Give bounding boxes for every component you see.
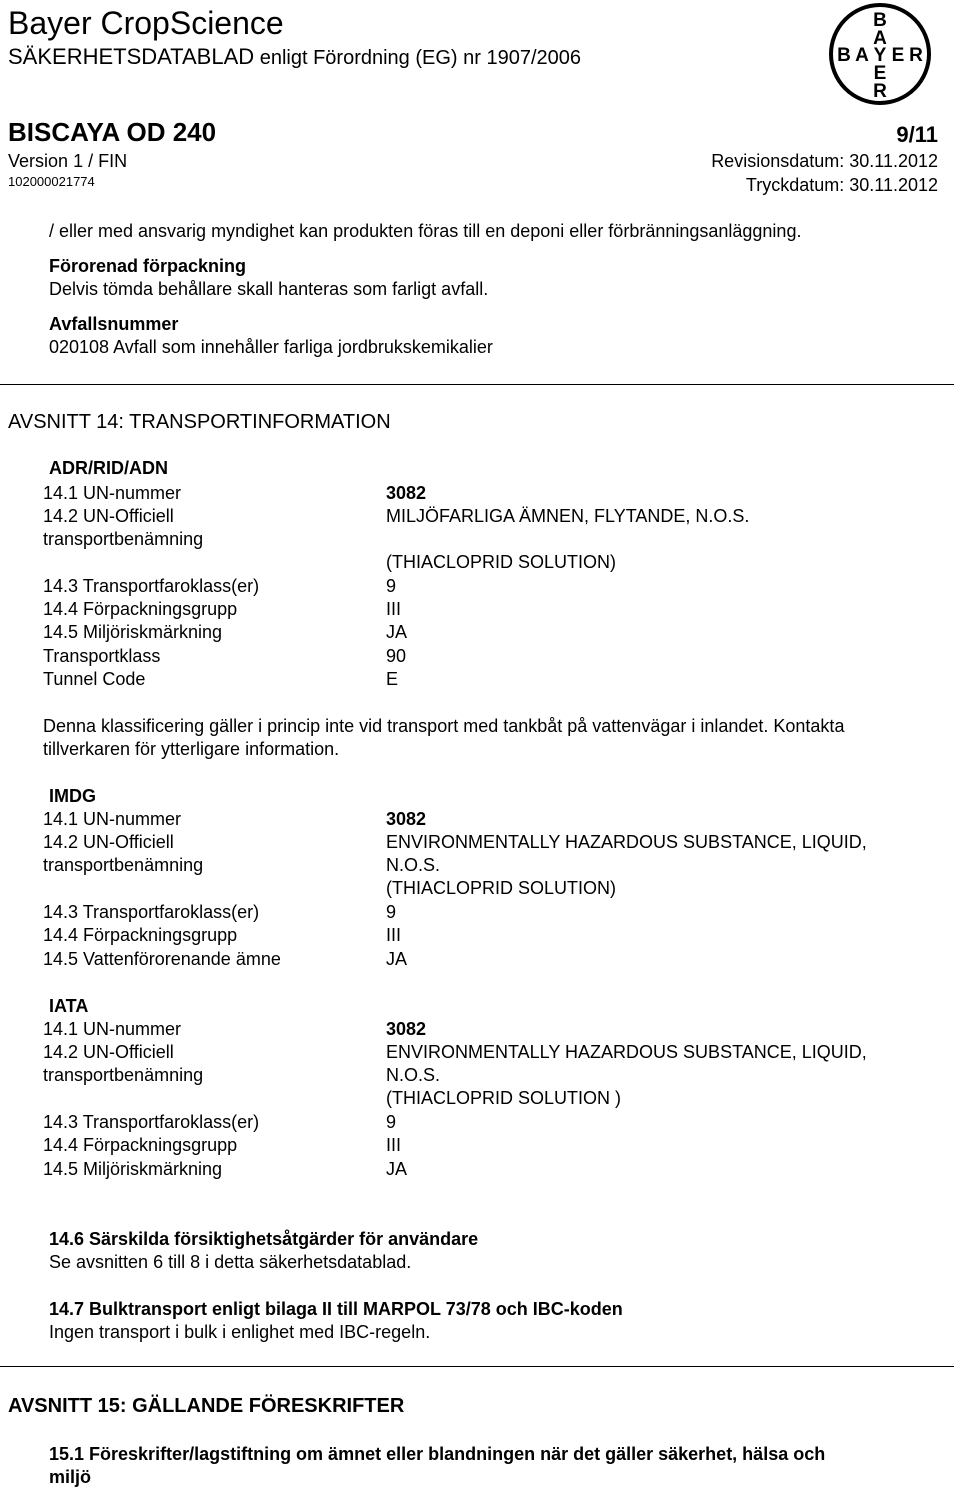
section-14-6-heading: 14.6 Särskilda försiktighetsåtgärder för användare bbox=[49, 1229, 479, 1249]
adr-name-label: 14.2 UN-Officiell bbox=[43, 506, 174, 526]
imdg-name-value-cont: N.O.S. bbox=[386, 855, 441, 875]
iata-pg-value: III bbox=[386, 1135, 402, 1155]
imdg-class-value: 9 bbox=[386, 902, 397, 922]
logo-letter: A bbox=[873, 28, 887, 49]
imdg-pg-value: III bbox=[386, 925, 402, 945]
iata-env-label: 14.5 Miljöriskmärkning bbox=[43, 1159, 223, 1179]
iata-name-label-cont: transportbenämning bbox=[43, 1065, 204, 1085]
logo-letter: B bbox=[837, 45, 851, 66]
iata-name-label: 14.2 UN-Officiell bbox=[43, 1042, 174, 1062]
contaminated-packaging-heading: Förorenad förpackning bbox=[49, 256, 247, 276]
logo-letter: R bbox=[873, 81, 887, 102]
sds-regulation: enligt Förordning (EG) nr 1907/2006 bbox=[259, 47, 582, 69]
adr-env-label: 14.5 Miljöriskmärkning bbox=[43, 622, 223, 642]
disposal-continued-text: / eller med ansvarig myndighet kan produkten föras till en deponi eller förbränningsanläggning. bbox=[49, 221, 802, 241]
document-number: 102000021774 bbox=[8, 174, 95, 189]
imdg-env-label: 14.5 Vattenförorenande ämne bbox=[43, 949, 281, 969]
adr-transport-class-label: Transportklass bbox=[43, 646, 161, 666]
version-line bbox=[8, 150, 127, 172]
sds-regulation-line bbox=[8, 44, 581, 71]
adr-tunnel-code-label: Tunnel Code bbox=[43, 669, 146, 689]
logo-letter: E bbox=[873, 63, 887, 84]
iata-name-value-cont-2: (THIACLOPRID SOLUTION ) bbox=[386, 1088, 622, 1108]
iata-pg-label: 14.4 Förpackningsgrupp bbox=[43, 1135, 238, 1155]
section-15-1-heading-cont: miljö bbox=[49, 1467, 92, 1487]
section-14-7-heading: 14.7 Bulktransport enligt bilaga II till MARPOL 73/78 och IBC-koden bbox=[49, 1299, 623, 1319]
adr-tunnel-code-value: E bbox=[386, 669, 399, 689]
adr-un-label: 14.1 UN-nummer bbox=[43, 483, 182, 503]
adr-transport-class-value: 90 bbox=[386, 646, 407, 666]
imdg-name-label: 14.2 UN-Officiell bbox=[43, 832, 174, 852]
section-14-7-text: Ingen transport i bulk i enlighet med IBC-regeln. bbox=[49, 1322, 431, 1342]
iata-un-label: 14.1 UN-nummer bbox=[43, 1019, 182, 1039]
sds-title: SÄKERHETSDATABLAD bbox=[8, 44, 255, 69]
adr-name-value: MILJÖFARLIGA ÄMNEN, FLYTANDE, N.O.S. bbox=[386, 506, 750, 526]
imdg-heading: IMDG bbox=[49, 786, 96, 806]
imdg-name-value-cont-2: (THIACLOPRID SOLUTION) bbox=[386, 878, 617, 898]
imdg-class-label: 14.3 Transportfaroklass(er) bbox=[43, 902, 260, 922]
adr-class-value: 9 bbox=[386, 576, 397, 596]
adr-pg-label: 14.4 Förpackningsgrupp bbox=[43, 599, 238, 619]
adr-env-value: JA bbox=[386, 622, 408, 642]
iata-class-value: 9 bbox=[386, 1112, 397, 1132]
logo-letter: A bbox=[855, 45, 869, 66]
contaminated-packaging-text: Delvis tömda behållare skall hanteras som farligt avfall. bbox=[49, 279, 489, 299]
imdg-pg-label: 14.4 Förpackningsgrupp bbox=[43, 925, 238, 945]
imdg-name-label-cont: transportbenämning bbox=[43, 855, 204, 875]
adr-class-label: 14.3 Transportfaroklass(er) bbox=[43, 576, 260, 596]
version-value: 1 / FIN bbox=[73, 151, 128, 171]
adr-heading: ADR/RID/ADN bbox=[49, 458, 168, 478]
section-15-1-heading: 15.1 Föreskrifter/lagstiftning om ämnet eller blandningen när det gäller säkerhet, hälsa och bbox=[49, 1444, 826, 1464]
logo-letter: Y bbox=[873, 45, 887, 66]
logo-letter: E bbox=[891, 45, 905, 66]
imdg-un-label: 14.1 UN-nummer bbox=[43, 809, 182, 829]
bayer-cross-logo-icon bbox=[828, 2, 932, 106]
section-14-6-text: Se avsnitten 6 till 8 i detta säkerhetsdatablad. bbox=[49, 1252, 412, 1272]
adr-note-cont: tillverkaren för ytterligare information. bbox=[43, 739, 340, 759]
company-name: Bayer CropScience bbox=[8, 5, 284, 41]
adr-pg-value: III bbox=[386, 599, 402, 619]
logo-letter: R bbox=[909, 45, 923, 66]
page-number: 9/11 bbox=[896, 122, 938, 147]
iata-env-value: JA bbox=[386, 1159, 408, 1179]
logo-letter: B bbox=[873, 10, 887, 31]
section-15-title: AVSNITT 15: GÄLLANDE FÖRESKRIFTER bbox=[8, 1395, 405, 1417]
adr-name-label-cont: transportbenämning bbox=[43, 529, 204, 549]
waste-number-heading: Avfallsnummer bbox=[49, 314, 179, 334]
iata-name-value-cont: N.O.S. bbox=[386, 1065, 441, 1085]
revision-date: Revisionsdatum: 30.11.2012 bbox=[711, 151, 938, 171]
iata-name-value: ENVIRONMENTALLY HAZARDOUS SUBSTANCE, LIQUID, bbox=[386, 1042, 867, 1062]
iata-un-value: 3082 bbox=[386, 1019, 427, 1039]
product-name: BISCAYA OD 240 bbox=[8, 117, 217, 147]
imdg-un-value: 3082 bbox=[386, 809, 427, 829]
iata-class-label: 14.3 Transportfaroklass(er) bbox=[43, 1112, 260, 1132]
print-date: Tryckdatum: 30.11.2012 bbox=[745, 175, 938, 195]
section-divider bbox=[0, 384, 954, 385]
section-divider bbox=[0, 1366, 954, 1367]
version-label: Version bbox=[8, 151, 69, 171]
waste-number-text: 020108 Avfall som innehåller farliga jordbrukskemikalier bbox=[49, 337, 493, 357]
adr-un-value: 3082 bbox=[386, 483, 427, 503]
section-14-title: AVSNITT 14: TRANSPORTINFORMATION bbox=[8, 411, 391, 433]
adr-note: Denna klassificering gäller i princip inte vid transport med tankbåt på vattenvägar i inlandet. Kontakta bbox=[43, 716, 845, 736]
imdg-name-value: ENVIRONMENTALLY HAZARDOUS SUBSTANCE, LIQUID, bbox=[386, 832, 867, 852]
adr-name-value-cont: (THIACLOPRID SOLUTION) bbox=[386, 552, 617, 572]
imdg-env-value: JA bbox=[386, 949, 408, 969]
iata-heading: IATA bbox=[49, 996, 89, 1016]
